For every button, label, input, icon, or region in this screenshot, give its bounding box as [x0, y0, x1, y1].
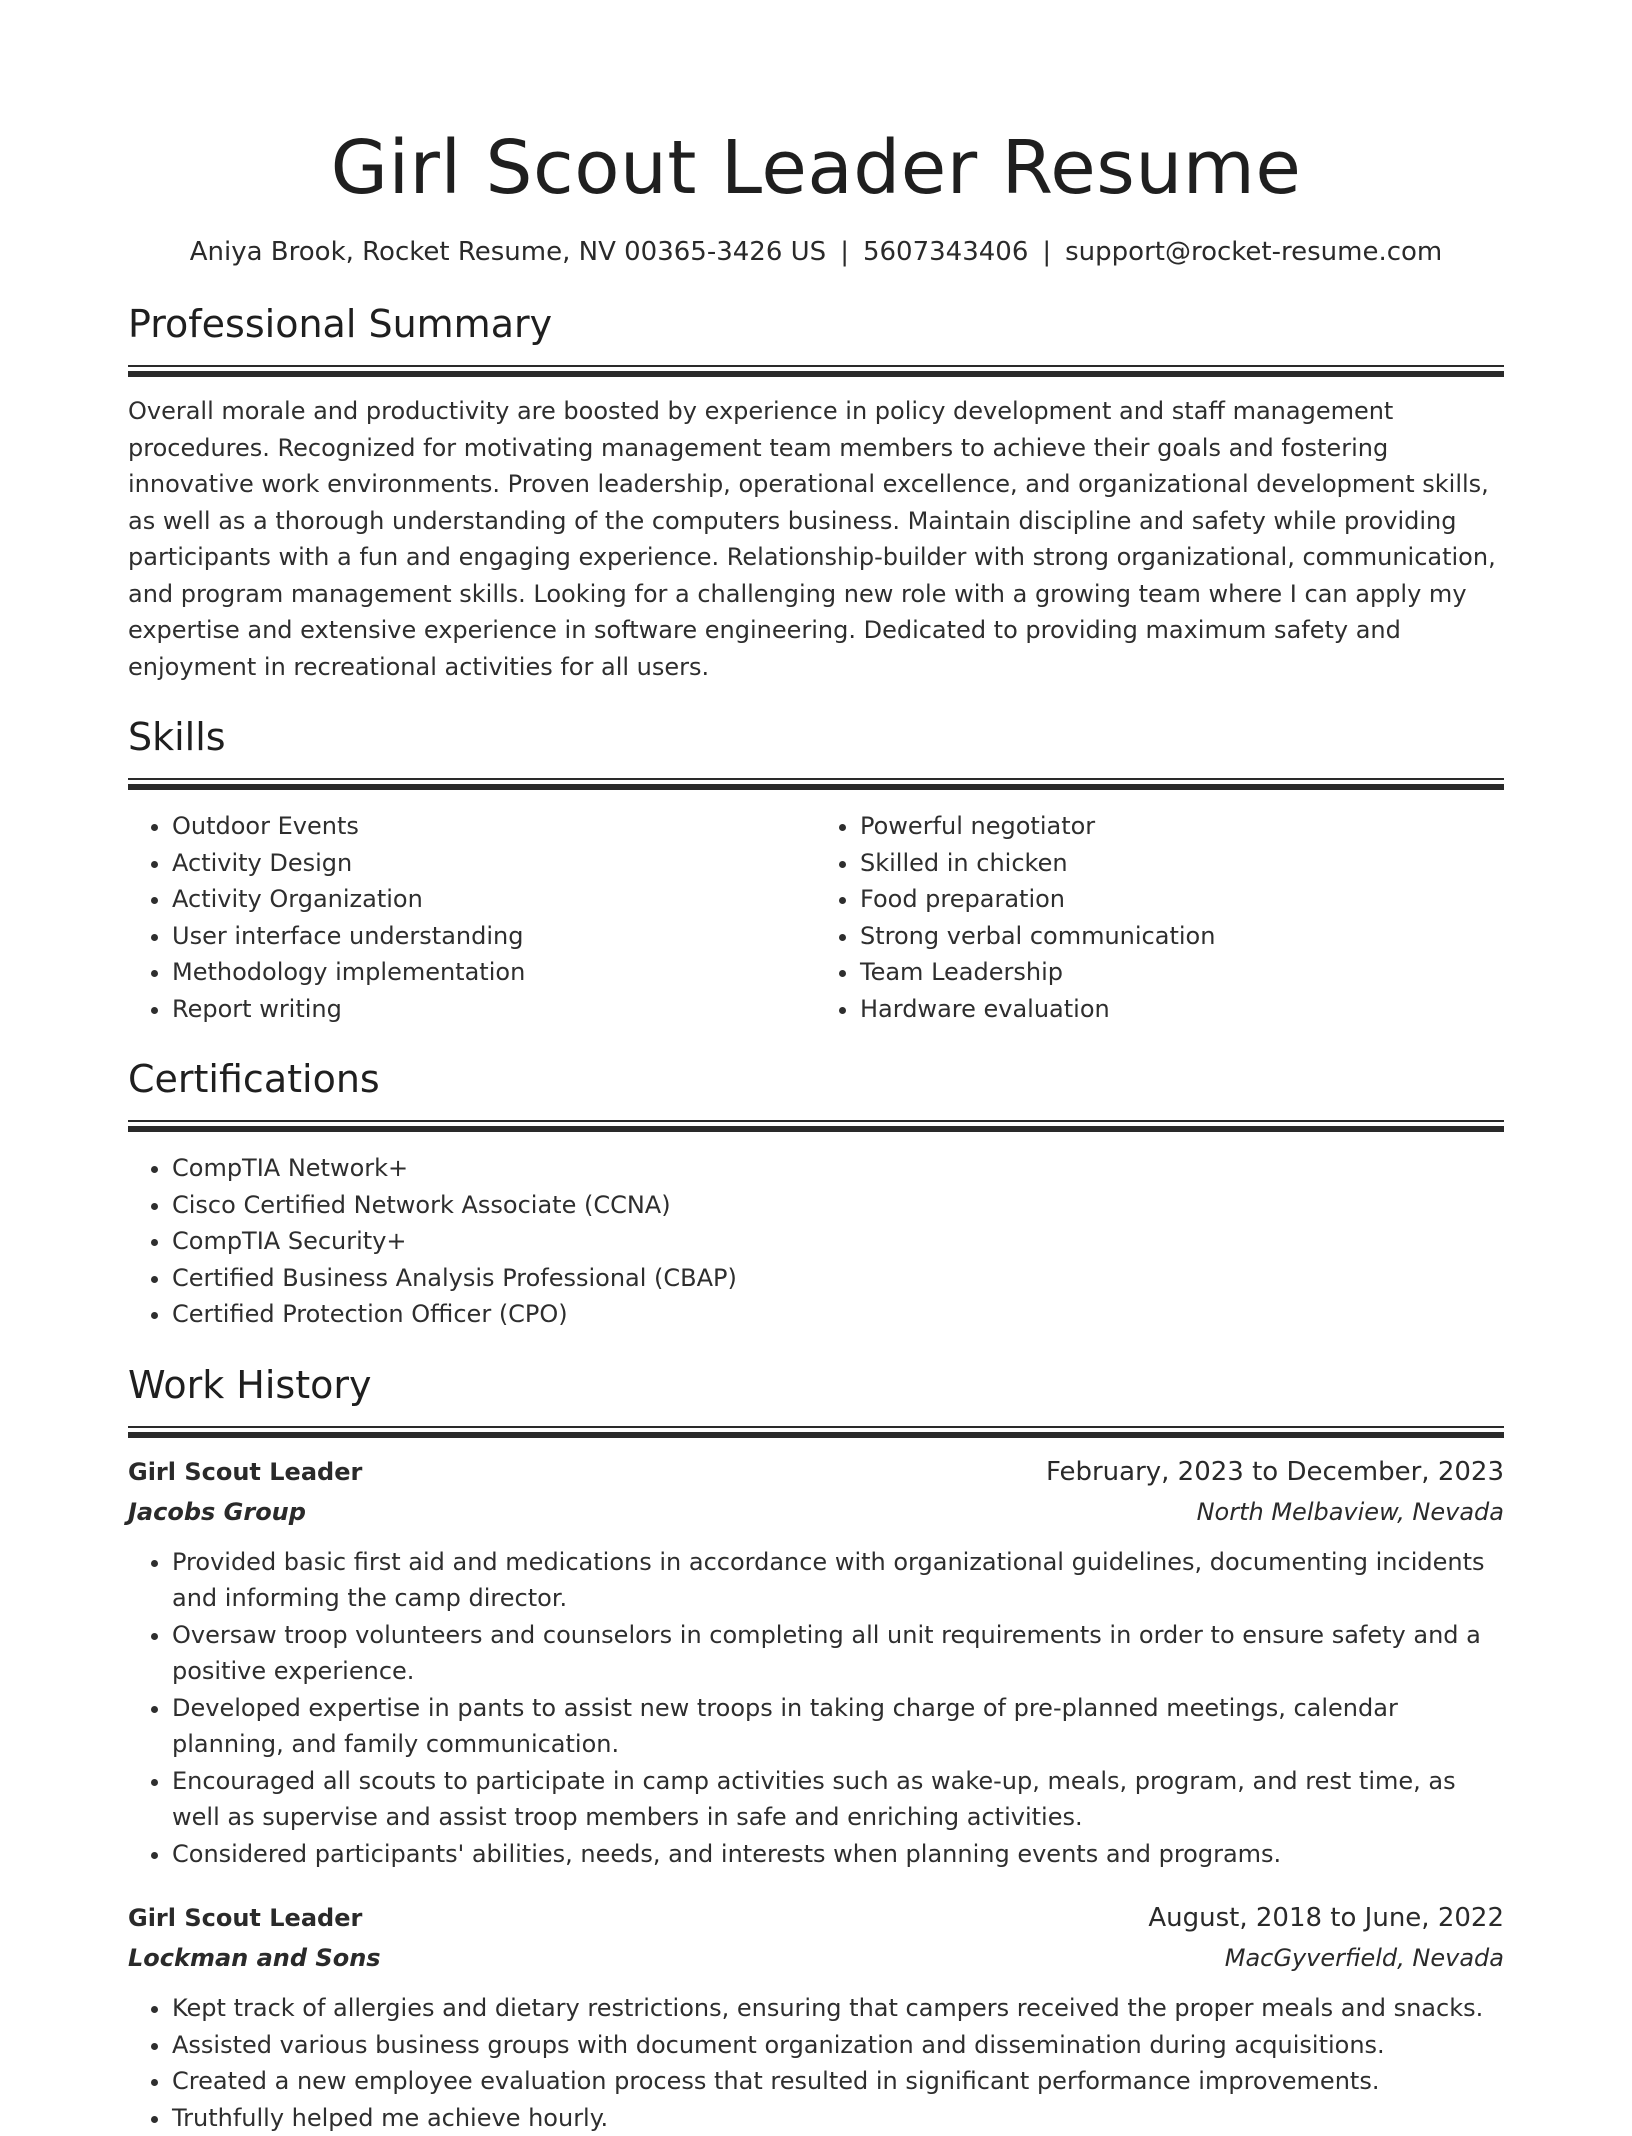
job-title: Girl Scout Leader — [128, 1452, 362, 1492]
job-dates: August, 2018 to June, 2022 — [1148, 1898, 1504, 1938]
skills-list-right — [816, 808, 1504, 1027]
certification-item: • Cisco Certified Network Associate (CCNA) — [172, 1187, 1504, 1224]
skill-item: • Strong verbal communication — [860, 918, 1504, 955]
contact-email[interactable]: support@rocket-resume.com — [1065, 237, 1442, 267]
contact-address: Aniya Brook, Rocket Resume, NV 00365-3426 US — [190, 237, 826, 267]
job-company: Jacobs Group — [128, 1492, 306, 1532]
job-duty: • Created a new employee evaluation process that resulted in significant performance improvements. — [172, 2063, 1504, 2100]
section-heading-skills: Skills — [128, 714, 1504, 760]
job-duty: • Truthfully helped me achieve hourly. — [172, 2100, 1504, 2136]
job-location: MacGyverfield, Nevada — [1225, 1938, 1504, 1978]
skills-list-left — [128, 808, 816, 1027]
certification-item: • CompTIA Network+ — [172, 1150, 1504, 1187]
certification-item: • Certified Protection Officer (CPO) — [172, 1296, 1504, 1333]
job-location: North Melbaview, Nevada — [1197, 1492, 1504, 1532]
job-duties-list — [128, 1990, 1504, 2136]
contact-separator: | — [1042, 234, 1051, 270]
job-duty: • Assisted various business groups with document organization and dissemination during acquisitions. — [172, 2027, 1504, 2064]
job-header-row — [128, 1898, 1504, 1938]
job-duties-list — [128, 1544, 1504, 1873]
job-company: Lockman and Sons — [128, 1938, 381, 1978]
resume-title: Girl Scout Leader Resume — [128, 0, 1504, 214]
job-header-row — [128, 1452, 1504, 1492]
skills-column-left — [128, 808, 816, 1027]
work-history-section — [128, 1362, 1504, 2136]
job-entry — [128, 1452, 1504, 1873]
skill-item: • Activity Organization — [172, 881, 816, 918]
contact-line — [128, 234, 1504, 270]
certification-item: • Certified Business Analysis Professional (CBAP) — [172, 1260, 1504, 1297]
skill-item: • Outdoor Events — [172, 808, 816, 845]
skill-item: • Powerful negotiator — [860, 808, 1504, 845]
job-dates: February, 2023 to December, 2023 — [1046, 1452, 1504, 1492]
certification-item: • CompTIA Security+ — [172, 1223, 1504, 1260]
contact-phone: 5607343406 — [863, 237, 1028, 267]
skill-item: • Report writing — [172, 991, 816, 1028]
job-duty: • Oversaw troop volunteers and counselors in completing all unit requirements in order to ensure safety and a positive experience. — [172, 1617, 1504, 1690]
skill-item: • Hardware evaluation — [860, 991, 1504, 1028]
summary-section — [128, 301, 1504, 685]
certifications-section — [128, 1056, 1504, 1333]
section-divider — [128, 778, 1504, 790]
skill-item: • Skilled in chicken — [860, 845, 1504, 882]
job-duty: • Provided basic first aid and medications in accordance with organizational guidelines, documenting incidents and informing the camp director. — [172, 1544, 1504, 1617]
job-subheader-row — [128, 1492, 1504, 1532]
section-divider — [128, 1426, 1504, 1438]
skill-item: • Activity Design — [172, 845, 816, 882]
section-divider — [128, 365, 1504, 377]
skill-item: • User interface understanding — [172, 918, 816, 955]
section-heading-work-history: Work History — [128, 1362, 1504, 1408]
job-title: Girl Scout Leader — [128, 1898, 362, 1938]
job-entry — [128, 1898, 1504, 2136]
job-duty: • Developed expertise in pants to assist new troops in taking charge of pre-planned meetings, calendar planning, and family communication. — [172, 1690, 1504, 1763]
resume-page — [128, 0, 1504, 2136]
skill-item: • Methodology implementation — [172, 954, 816, 991]
skills-column-right — [816, 808, 1504, 1027]
summary-text: Overall morale and productivity are boosted by experience in policy development and staff management procedures. Recognized for motivating management team members to achieve their goals and fostering innovative work environments. Proven leadership, operational excellence, and organizational development skills, as well as a thorough understanding of the computers business. Maintain discipline and safety while providing participants with a fun and engaging experience. Relationship-builder with strong organizational, communication, and program management skills. Looking for a challenging new role with a growing team where I can apply my expertise and extensive experience in software engineering. Dedicated to providing maximum safety and enjoyment in recreational activities for all users. — [128, 393, 1504, 685]
contact-separator: | — [840, 234, 849, 270]
skills-grid — [128, 808, 1504, 1027]
job-subheader-row — [128, 1938, 1504, 1978]
section-heading-certifications: Certifications — [128, 1056, 1504, 1102]
job-duty: • Kept track of allergies and dietary restrictions, ensuring that campers received the proper meals and snacks. — [172, 1990, 1504, 2027]
skills-section — [128, 714, 1504, 1027]
skill-item: • Food preparation — [860, 881, 1504, 918]
job-duty: • Considered participants' abilities, needs, and interests when planning events and programs. — [172, 1836, 1504, 1873]
skill-item: • Team Leadership — [860, 954, 1504, 991]
section-divider — [128, 1120, 1504, 1132]
section-heading-summary: Professional Summary — [128, 301, 1504, 347]
job-duty: • Encouraged all scouts to participate in camp activities such as wake-up, meals, program, and rest time, as well as supervise and assist troop members in safe and enriching activities. — [172, 1763, 1504, 1836]
certifications-list — [128, 1150, 1504, 1333]
